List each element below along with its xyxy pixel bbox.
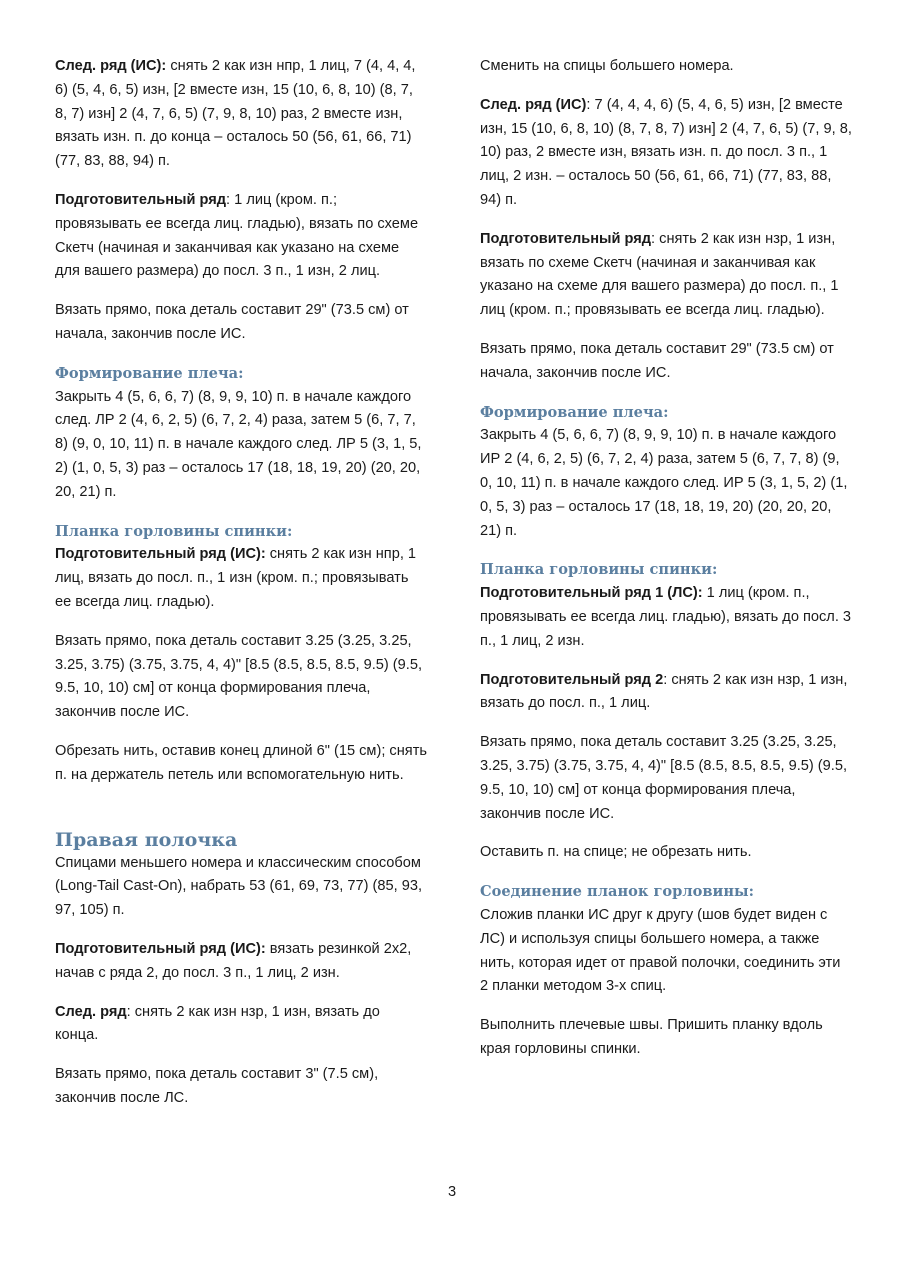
paragraph-cut-yarn: Обрезать нить, оставив конец длиной 6" (15 см); снять п. на держатель петель или вспомогательную нить. bbox=[55, 742, 427, 783]
right-column bbox=[480, 55, 852, 1077]
paragraph-neckband-straight: Вязать прямо, пока деталь составит 3.25 (3.25, 3.25, 3.25, 3.75) (3.75, 3.75, 4, 4)" [8.5 (8.5, 8.5, 8.5, 9.5) (9.5, 9.5, 10, 10) см] от конца формирования плеча, закончив после ИС. bbox=[55, 632, 423, 721]
paragraph-change-needles: Сменить на спицы большего номера. bbox=[480, 58, 734, 74]
heading-shoulder-shaping: Формирование плеча: bbox=[480, 403, 669, 421]
page-number: 3 bbox=[447, 1184, 457, 1200]
row-text: : 1 лиц (кром. п.; провязывать ее всегда лиц. гладью), вязать по схеме Скетч (начиная и заканчивая как указано на схеме для вашего размера) до посл. 3 п., 1 изн, 2 лиц. bbox=[55, 191, 419, 280]
row-text: : снять 2 как изн нзр, 1 изн, вязать до конца. bbox=[55, 1003, 380, 1044]
row-text: снять 2 как изн нпр, 1 лиц, вязать до посл. п., 1 изн (кром. п.; провязывать ее всегда лиц. гладью). bbox=[55, 546, 417, 610]
paragraph-prep-row bbox=[55, 189, 427, 284]
paragraph-neckband-prep bbox=[55, 543, 427, 614]
left-column bbox=[55, 55, 427, 1126]
paragraph-prep-row bbox=[480, 228, 852, 323]
row-text: : 7 (4, 4, 4, 6) (5, 4, 6, 5) изн, [2 вместе изн, 15 (10, 6, 8, 10) (8, 7, 8, 7) изн] 2 (4, 7, 6, 5) (7, 9, 8, 10) раз, 2 вместе изн, вязать изн. п. до посл. 3 п., 1 лиц, 2 изн. – осталось 50 (56, 61, 66, 71) (77, 83, 88, 94) п. bbox=[480, 96, 852, 208]
paragraph-next-row bbox=[55, 55, 427, 174]
paragraph-neckband-prep-1 bbox=[480, 582, 852, 653]
row-text: вязать резинкой 2х2, начав с ряда 2, до посл. 3 п., 1 лиц, 2 изн. bbox=[55, 940, 412, 981]
paragraph-knit-straight: Вязать прямо, пока деталь составит 29" (73.5 см) от начала, закончив после ИС. bbox=[480, 340, 834, 381]
heading-back-neckband: Планка горловины спинки: bbox=[480, 561, 718, 579]
paragraph-next-row-2 bbox=[55, 1001, 427, 1049]
heading-back-neckband: Планка горловины спинки: bbox=[55, 522, 293, 540]
paragraph-knit-straight-2: Вязать прямо, пока деталь составит 3" (7.5 см), закончив после ЛС. bbox=[55, 1066, 379, 1106]
row-text: 1 лиц (кром. п., провязывать ее всегда лиц. гладью), вязать до посл. 3 п., 1 лиц, 2 изн. bbox=[480, 585, 852, 649]
row-text: снять 2 как изн нпр, 1 лиц, 7 (4, 4, 4, 6) (5, 4, 6, 5) изн, [2 вместе изн, 15 (10, 6, 8, 10) (8, 7, 8, 7) изн] 2 (4, 7, 6, 5) (7, 9, 8, 10) раз, 2 вместе изн, вязать изн. п. до конца – осталось 50 (56, 61, 66, 71) (77, 83, 88, 94) п. bbox=[55, 58, 416, 170]
section-title-right-front: Правая полочка bbox=[55, 828, 238, 851]
row-label: Подготовительный ряд (ИС): bbox=[55, 940, 266, 957]
paragraph-join: Сложив планки ИС друг к другу (шов будет виден с ЛС) и используя спицы большего номера, а также нить, которая идет от правой полочки, соединить эти 2 планки методом 3-х спиц. bbox=[480, 906, 841, 995]
row-label: Подготовительный ряд bbox=[55, 191, 227, 208]
row-label: Подготовительный ряд 1 (ЛС): bbox=[480, 585, 703, 602]
row-label: Подготовительный ряд bbox=[480, 230, 652, 247]
paragraph-shoulder: Закрыть 4 (5, 6, 6, 7) (8, 9, 9, 10) п. в начале каждого ИР 2 (4, 6, 2, 5) (6, 7, 2, 4) раза, затем 5 (6, 7, 7, 8) (9, 0, 10, 11) п. в начале каждого след. ИР 5 (3, 1, 5, 2) (1, 0, 5, 3) раз – осталось 17 (18, 18, 19, 20) (20, 20, 20, 21) п. bbox=[480, 427, 848, 539]
paragraph-cast-on: Спицами меньшего номера и классическим способом (Long-Tail Cast-On), набрать 53 (61, 69, 73, 77) (85, 93, 97, 105) п. bbox=[55, 854, 423, 919]
row-label: След. ряд bbox=[55, 1003, 127, 1020]
row-text: : снять 2 как изн нзр, 1 изн, вязать до посл. п., 1 лиц. bbox=[480, 671, 848, 712]
paragraph-leave-stitches: Оставить п. на спице; не обрезать нить. bbox=[480, 844, 752, 861]
row-label: Подготовительный ряд 2 bbox=[480, 671, 664, 688]
row-label: Подготовительный ряд (ИС): bbox=[55, 546, 266, 563]
paragraph-next-row bbox=[480, 94, 852, 213]
row-text: : снять 2 как изн нзр, 1 изн, вязать по схеме Скетч (начиная и заканчивая как указано на схеме для вашего размера) до посл. п., 1 лиц (кром. п.; провязывать ее всегда лиц. гладью). bbox=[480, 230, 839, 319]
row-label: След. ряд (ИС) bbox=[480, 96, 587, 113]
paragraph-neckband-straight: Вязать прямо, пока деталь составит 3.25 (3.25, 3.25, 3.25, 3.75) (3.75, 3.75, 4, 4)" [8.5 (8.5, 8.5, 8.5, 9.5) (9.5, 9.5, 10, 10) см] от конца формирования плеча, закончив после ИС. bbox=[480, 734, 848, 822]
paragraph-seams: Выполнить плечевые швы. Пришить планку вдоль края горловины спинки. bbox=[480, 1017, 823, 1057]
heading-shoulder-shaping: Формирование плеча: bbox=[55, 364, 244, 382]
paragraph-shoulder: Закрыть 4 (5, 6, 6, 7) (8, 9, 9, 10) п. в начале каждого след. ЛР 2 (4, 6, 2, 5) (6, 7, 2, 4) раза, затем 5 (6, 7, 7, 8) (9, 0, 10, 11) п. в начале каждого след. ЛР 5 (3, 1, 5, 2) (1, 0, 5, 3) раз – осталось 17 (18, 18, 19, 20) (20, 20, 20, 21) п. bbox=[55, 388, 422, 500]
row-label: След. ряд (ИС): bbox=[55, 58, 167, 74]
paragraph-knit-straight: Вязать прямо, пока деталь составит 29" (73.5 см) от начала, закончив после ИС. bbox=[55, 302, 409, 342]
heading-join-neckbands: Соединение планок горловины: bbox=[480, 883, 755, 901]
paragraph-neckband-prep-2 bbox=[480, 669, 852, 717]
paragraph-rib-prep bbox=[55, 938, 427, 986]
